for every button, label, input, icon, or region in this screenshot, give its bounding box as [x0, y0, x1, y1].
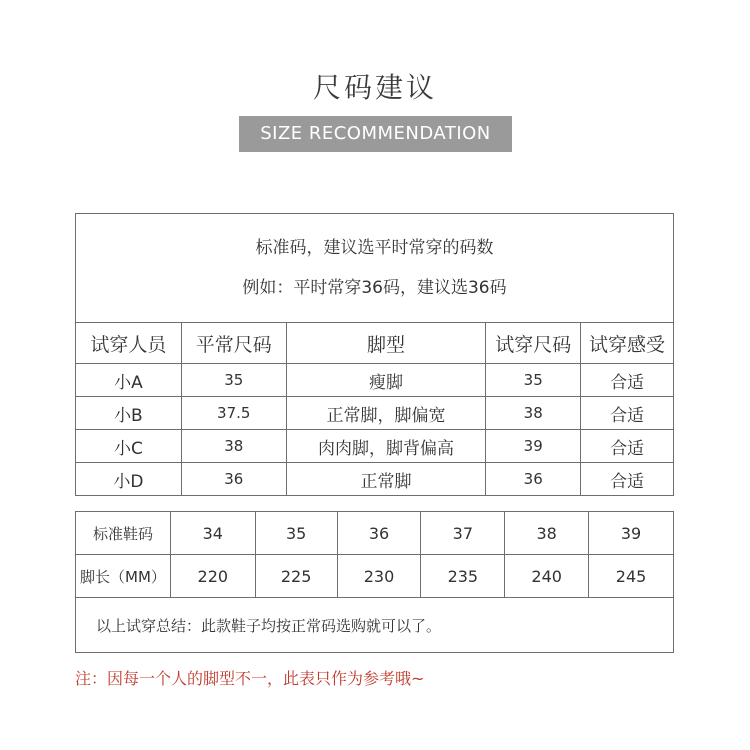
length-label: 脚长（MM） — [76, 555, 171, 598]
size-cell: 35 — [255, 512, 337, 555]
foot-type-cell: 正常脚 — [286, 463, 486, 496]
page-subtitle: SIZE RECOMMENDATION — [239, 116, 512, 152]
feel-cell: 合适 — [581, 463, 674, 496]
size-cell: 34 — [170, 512, 255, 555]
tried-size-cell: 38 — [486, 397, 581, 430]
summary-row — [76, 598, 674, 653]
usual-size-cell: 37.5 — [181, 397, 286, 430]
size-label: 标准鞋码 — [76, 512, 171, 555]
column-header: 平常尺码 — [181, 323, 286, 364]
length-cell: 220 — [170, 555, 255, 598]
length-cell: 245 — [589, 555, 674, 598]
length-row — [76, 555, 674, 598]
trial-header-row — [76, 323, 674, 364]
table-row — [76, 397, 674, 430]
person-cell: 小B — [76, 397, 182, 430]
person-cell: 小A — [76, 364, 182, 397]
size-cell: 39 — [589, 512, 674, 555]
size-cell: 37 — [421, 512, 505, 555]
note-line-1: 标准码，建议选平时常穿的码数 — [255, 238, 494, 258]
usual-size-cell: 38 — [181, 430, 286, 463]
table-row — [76, 430, 674, 463]
table-row — [76, 463, 674, 496]
feel-cell: 合适 — [581, 397, 674, 430]
column-header: 试穿人员 — [76, 323, 182, 364]
feel-cell: 合适 — [581, 364, 674, 397]
person-cell: 小C — [76, 430, 182, 463]
column-header: 脚型 — [286, 323, 486, 364]
table-row — [76, 364, 674, 397]
size-row — [76, 512, 674, 555]
usual-size-cell: 36 — [181, 463, 286, 496]
tried-size-cell: 36 — [486, 463, 581, 496]
footer-note: 注：因每一个人的脚型不一，此表只作为参考哦~ — [75, 669, 425, 688]
length-cell: 235 — [421, 555, 505, 598]
summary-text: 以上试穿总结：此款鞋子均按正常码选购就可以了。 — [76, 598, 674, 653]
size-chart-table — [75, 511, 674, 653]
trial-table — [75, 213, 674, 496]
usual-size-cell: 35 — [181, 364, 286, 397]
foot-type-cell: 正常脚，脚偏宽 — [286, 397, 486, 430]
length-cell: 240 — [505, 555, 589, 598]
note-line-2: 例如：平时常穿36码，建议选36码 — [242, 278, 507, 298]
tried-size-cell: 39 — [486, 430, 581, 463]
size-cell: 38 — [505, 512, 589, 555]
page-title: 尺码建议 — [312, 71, 437, 104]
person-cell: 小D — [76, 463, 182, 496]
trial-note — [76, 214, 674, 323]
foot-type-cell: 肉肉脚，脚背偏高 — [286, 430, 486, 463]
column-header: 试穿感受 — [581, 323, 674, 364]
foot-type-cell: 瘦脚 — [286, 364, 486, 397]
feel-cell: 合适 — [581, 430, 674, 463]
size-cell: 36 — [337, 512, 421, 555]
column-header: 试穿尺码 — [486, 323, 581, 364]
length-cell: 230 — [337, 555, 421, 598]
length-cell: 225 — [255, 555, 337, 598]
tried-size-cell: 35 — [486, 364, 581, 397]
